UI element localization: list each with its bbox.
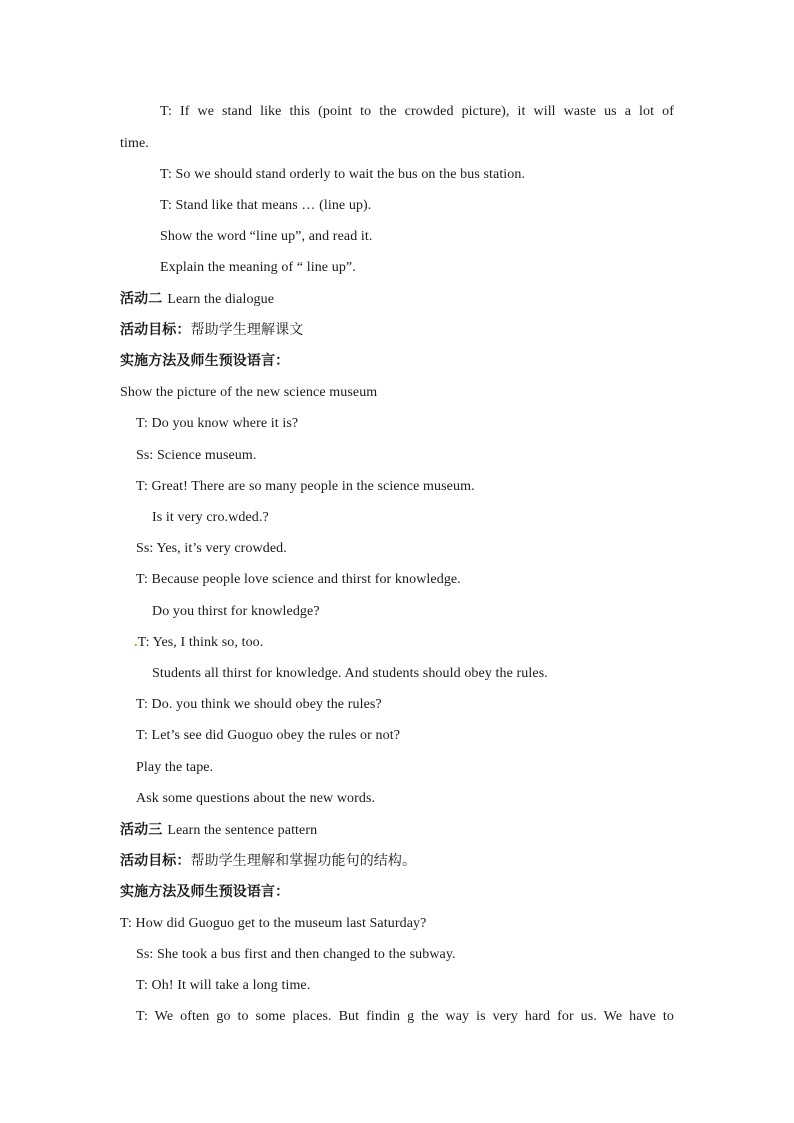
paragraph-line: Show the picture of the new science museum bbox=[120, 385, 378, 400]
paragraph-line: Ask some questions about the new words. bbox=[136, 791, 376, 806]
paragraph-line: T: Because people love science and thirst for knowledge. bbox=[136, 572, 461, 587]
method-label: 实施方法及师生预设语言： bbox=[120, 884, 290, 900]
paragraph-line: T: How did Guoguo get to the museum last Saturday? bbox=[120, 916, 427, 931]
paragraph-line: T: Do. you think we should obey the rules? bbox=[136, 697, 382, 712]
paragraph-line: T: Oh! It will take a long time. bbox=[136, 978, 311, 993]
paragraph-line: T: Great! There are so many people in the science museum. bbox=[136, 479, 475, 494]
paragraph-line: T: We often go to some places. But findin g the way is very hard for us. We have to bbox=[136, 1009, 674, 1024]
activity-goal bbox=[120, 852, 416, 870]
paragraph-line: Show the word “line up”, and read it. bbox=[160, 229, 373, 244]
paragraph-line: Ss: She took a bus first and then changed to the subway. bbox=[136, 947, 456, 962]
paragraph-line: T: So we should stand orderly to wait the bus on the bus station. bbox=[160, 167, 526, 182]
activity-title: Learn the sentence pattern bbox=[167, 823, 318, 838]
paragraph-line: T: Do you know where it is? bbox=[136, 416, 299, 431]
goal-text: 帮助学生理解和掌握功能句的结构。 bbox=[190, 853, 417, 869]
paragraph-line: Play the tape. bbox=[136, 760, 214, 775]
activity-heading bbox=[120, 821, 317, 840]
goal-label: 活动目标： bbox=[120, 853, 191, 869]
paragraph-line: Students all thirst for knowledge. And students should obey the rules. bbox=[152, 666, 548, 681]
paragraph-line: T: If we stand like this (point to the crowded picture), it will waste us a lot of bbox=[160, 104, 674, 119]
paragraph-line: T: Stand like that means … (line up). bbox=[160, 198, 372, 213]
paragraph-line: Is it very cro.wded.? bbox=[152, 510, 269, 525]
activity-label: 活动三 bbox=[120, 822, 163, 838]
paragraph-text: T: Yes, I think so, too. bbox=[137, 635, 264, 650]
goal-label: 活动目标： bbox=[120, 322, 191, 338]
activity-goal bbox=[120, 321, 303, 339]
paragraph-line: T: Let’s see did Guoguo obey the rules or not? bbox=[136, 728, 401, 743]
paragraph-line: Do you thirst for knowledge? bbox=[152, 604, 320, 619]
paragraph-line: Ss: Yes, it’s very crowded. bbox=[136, 541, 287, 556]
paragraph-line bbox=[134, 634, 263, 652]
paragraph-line: time. bbox=[120, 136, 149, 151]
goal-text: 帮助学生理解课文 bbox=[190, 322, 304, 338]
activity-title: Learn the dialogue bbox=[167, 292, 275, 307]
edit-marker: . bbox=[134, 635, 138, 650]
activity-heading bbox=[120, 290, 274, 309]
method-label: 实施方法及师生预设语言： bbox=[120, 353, 290, 369]
activity-label: 活动二 bbox=[120, 291, 163, 307]
paragraph-line: Explain the meaning of “ line up”. bbox=[160, 260, 356, 275]
paragraph-line: Ss: Science museum. bbox=[136, 448, 257, 463]
